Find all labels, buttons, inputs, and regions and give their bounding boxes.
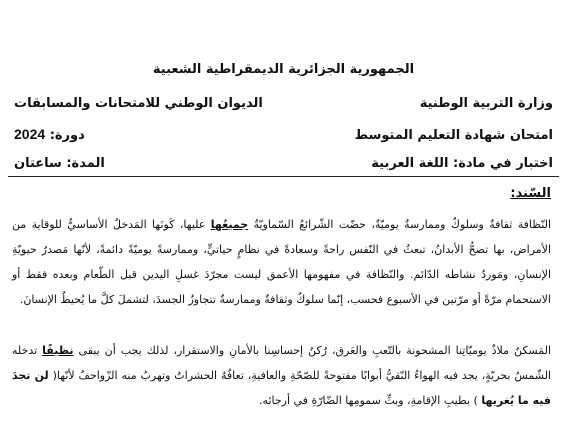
subject-label: اختبار في مادة: اللغة العربية <box>371 156 553 171</box>
paragraph-2-bold-phrase: لن تجدَ فيه ما يُغريها <box>12 369 551 407</box>
ministry-label: وزارة التربية الوطنية <box>419 96 553 111</box>
duration-label: المدة: ساعتان <box>14 156 105 171</box>
paragraph-1-rest: عليها، كَونَها المَدخلُ الأساسيُّ للوقاية من الأمراض، بها تصحُّ الأبدانُ، تبعثُ في النّفس راحةً وسعادةً في نظامٍ حياتيٍّ، وممارسةً يوميّةً دائمةً، لأنّها مَصدرُ حيويّةِ الإنسانِ، ومَوردُ نشاطه الدّائم. والنّظافة في مفهومها الأعمق ليست مجرّدَ غسلِ اليدين قبل الطّعام وبعده فقط أو الاستحمام مرّةً أو مرّتين في الأسبوع فحسب، إنّما سلوكٌ وثقافةٌ وممارسةٌ تتجاوزُ الجسدَ، لتشملَ كلَّ ما يُحيطُ الإنسانَ. <box>12 218 551 306</box>
paragraph-2 <box>12 338 551 413</box>
paragraph-1-start: النّظافة ثقافةٌ وسلوكٌ وممارسةٌ يوميّةٌ، حضّت الشّرائعُ السّماويّةُ <box>248 218 551 231</box>
header-row-2 <box>14 126 553 143</box>
paragraph-2-end: ) بطيبِ الإقامةِ، وبثِّ سمومِها الضّارّةِ في أرجائه. <box>259 394 482 407</box>
exam-title: امتحان شهادة التعليم المتوسط <box>354 128 553 143</box>
office-label: الديوان الوطني للامتحانات والمسابقات <box>14 96 263 111</box>
session-year: 2024 <box>14 126 46 142</box>
session-info <box>14 126 85 143</box>
paragraph-2-underlined-word: نظيفًا <box>42 344 74 357</box>
session-label: دورة: <box>49 128 85 143</box>
header-row-3 <box>14 156 553 171</box>
paragraph-1-underlined-word: جميعُها <box>210 218 249 231</box>
section-heading: السّند: <box>510 186 551 201</box>
paragraph-2-start: المَسكنُ ملاذٌ يوميّاتِنا المشحونة بالتّعبِ والعَرق، رُكنُ إحساسِنا بالأمانِ والاستقرار، لذلك يجب أن يبقى <box>73 344 551 357</box>
paragraph-2-middle: تدخله الشّمسُ بحريّةٍ، يجد فيه الهواءُ النّقيُّ أبوابًا مفتوحةً للصّحّةِ والعافيةِ، تعافُهُ الحشراتُ وتهربُ منه الزّواحفُ لأنّها( <box>12 344 551 382</box>
header-divider <box>8 176 559 177</box>
republic-title: الجمهورية الجزائرية الديمقراطية الشعبية <box>152 62 415 77</box>
header-row-1 <box>14 96 553 111</box>
paragraph-1 <box>12 212 551 312</box>
